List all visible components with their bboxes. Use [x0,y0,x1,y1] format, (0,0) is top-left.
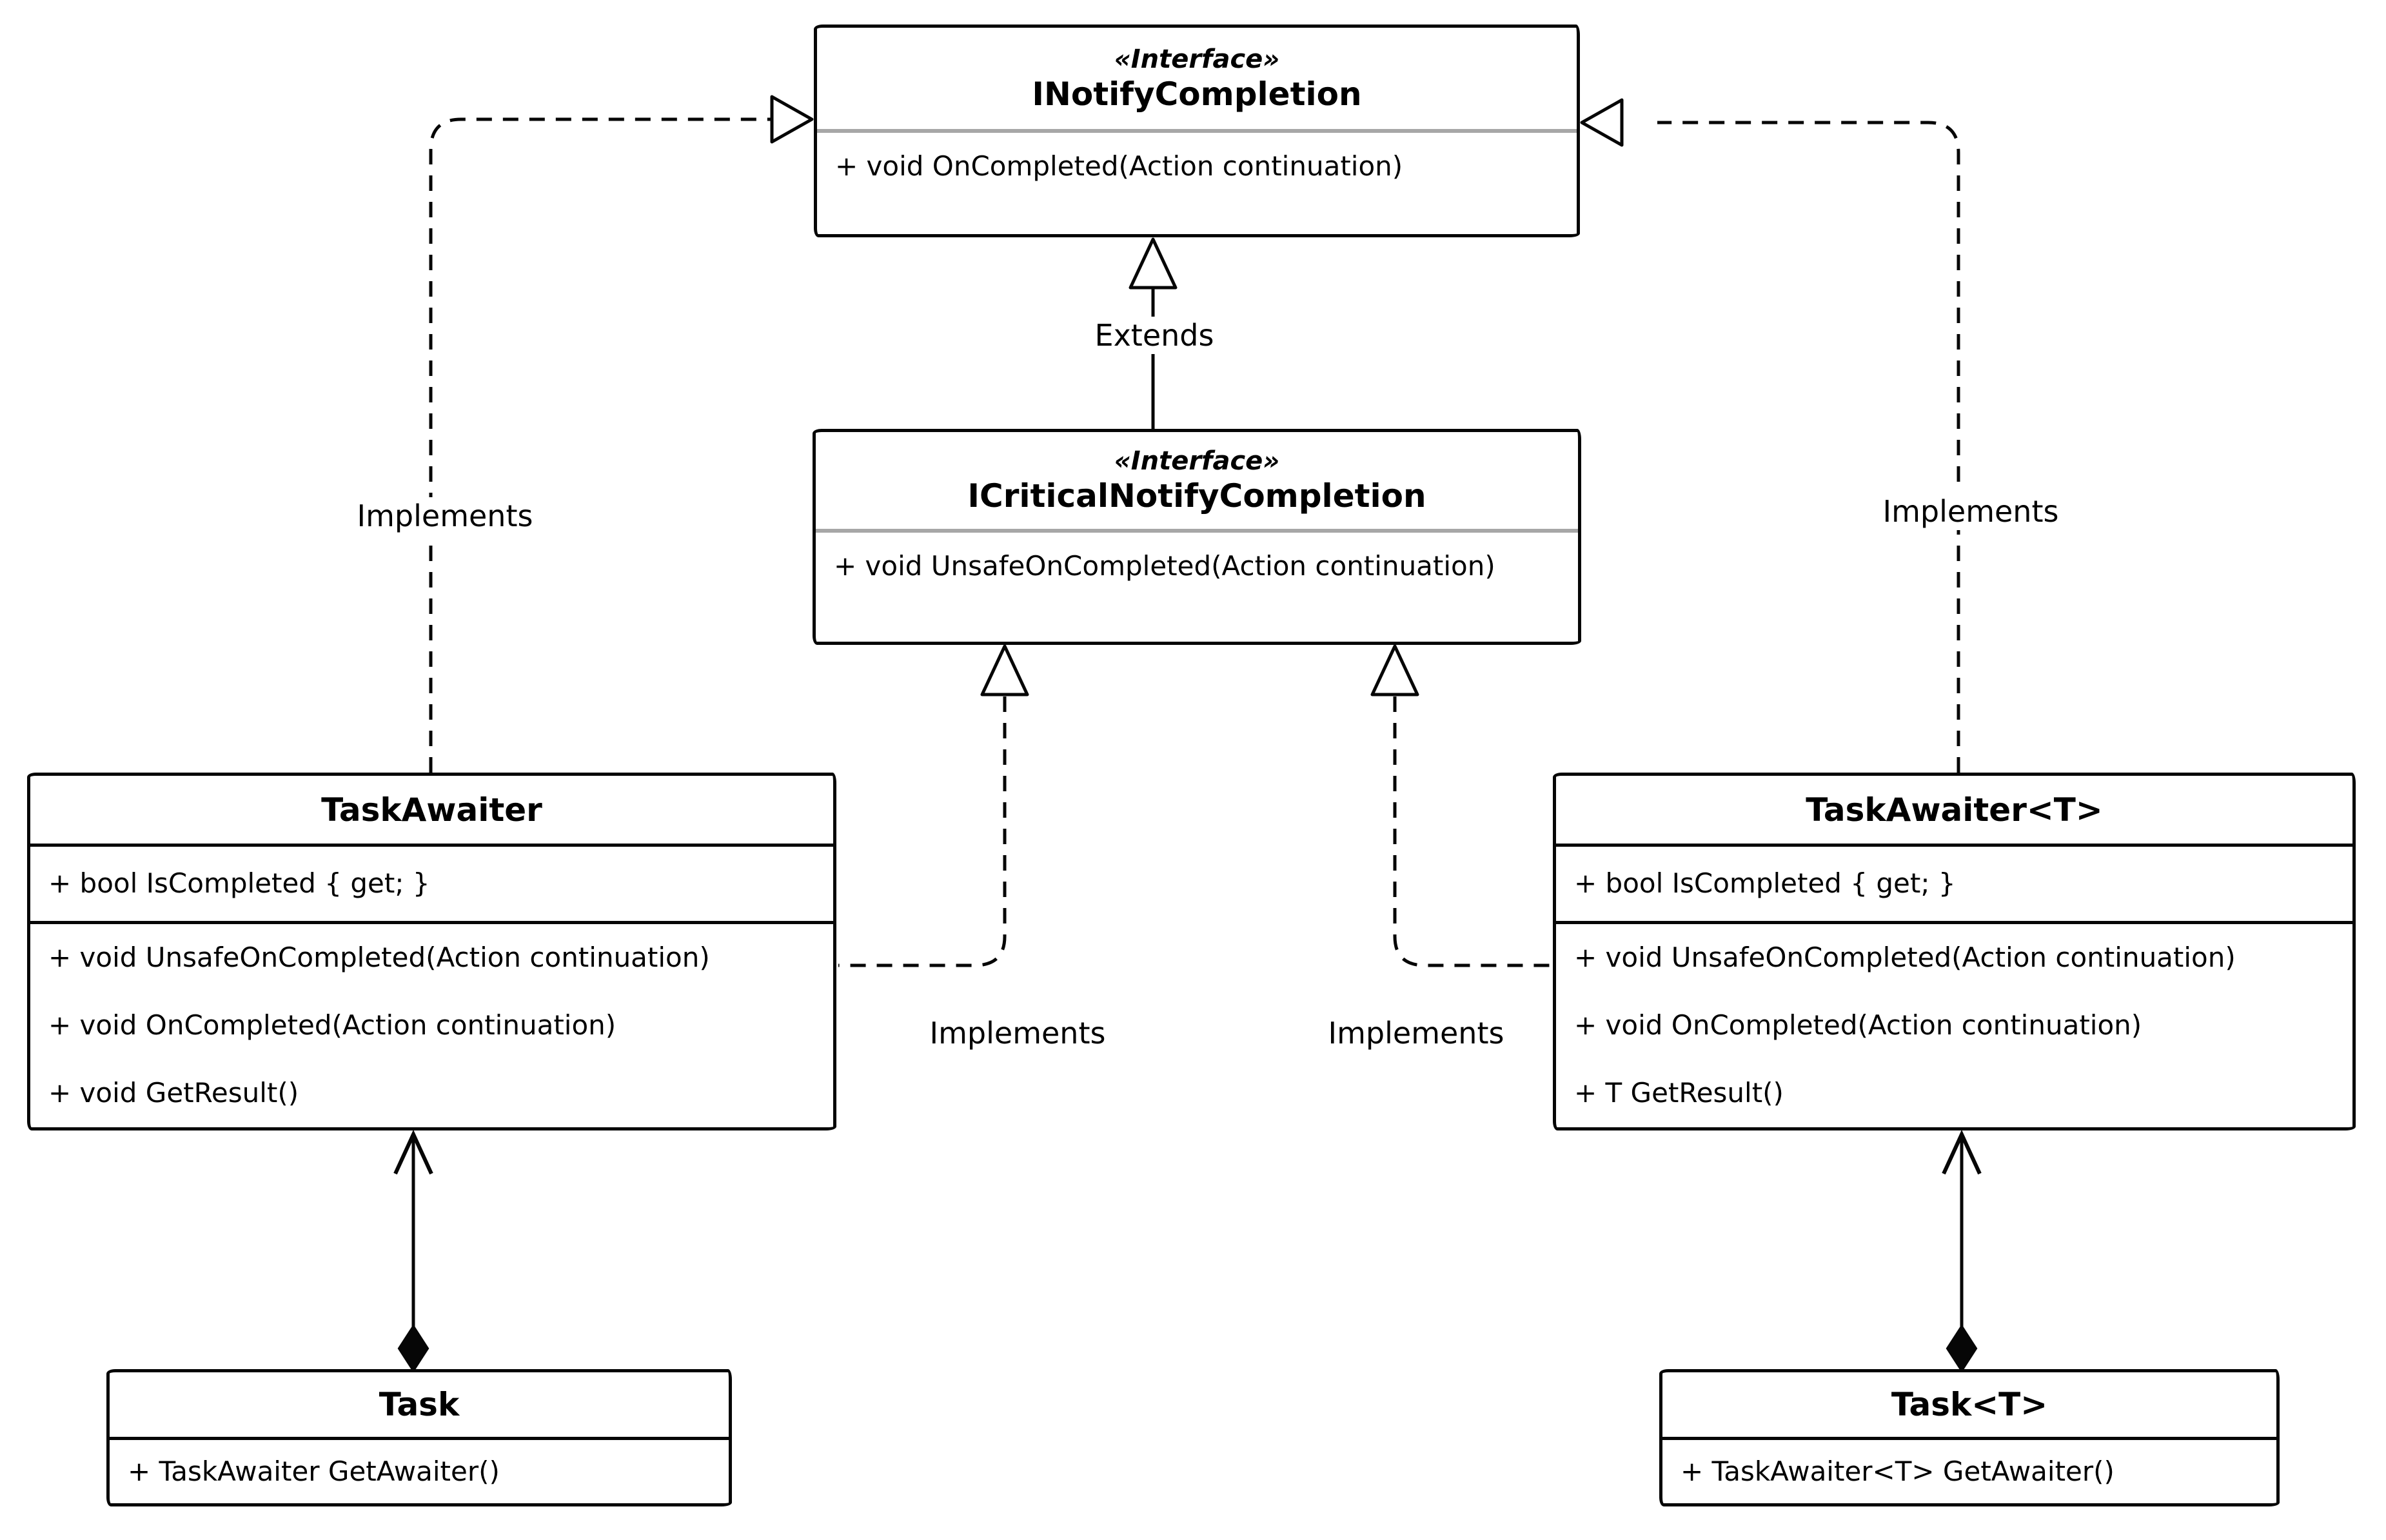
method-item: + void OnCompleted(Action continuation) [48,1009,616,1041]
class-box-taskawaiter-t [1553,773,2356,1130]
composition-connector-task-taskawaiter [395,1133,431,1370]
class-title: Task<T> [1891,1386,2048,1423]
hollow-triangle-arrow-icon [1130,239,1176,288]
implements-connector-taskawaitert-inotifycompletion [1582,100,1958,773]
relationship-label-implements-mid-right: Implements [1322,1014,1511,1052]
class-box-taskawaiter [27,773,836,1130]
relationship-label-extends: Extends [1089,317,1221,354]
method-item: + T GetResult() [1574,1077,1784,1109]
method-item: + TaskAwaiter GetAwaiter() [128,1455,500,1487]
relationship-label-implements-mid-left: Implements [923,1014,1112,1052]
method-item: + void UnsafeOnCompleted(Action continuation) [834,550,1495,582]
class-title: Task [379,1386,460,1423]
class-box-inotifycompletion [814,25,1580,237]
class-title: TaskAwaiter [321,791,542,829]
class-box-icriticalnotifycompletion [813,429,1581,645]
relationship-label-implements-left: Implements [351,497,540,535]
composition-connector-taskt-taskawaitert [1944,1133,1980,1370]
method-item: + void UnsafeOnCompleted(Action continuation) [48,942,710,974]
hollow-triangle-arrow-icon [982,646,1027,695]
stereotype-label: «Interface» [1114,44,1280,74]
relationship-label-implements-right: Implements [1877,493,2066,530]
method-item: + void OnCompleted(Action continuation) [1574,1009,2142,1041]
implements-connector-taskawaiter-icritical [838,646,1027,965]
method-item: + void OnCompleted(Action continuation) [835,150,1403,182]
hollow-triangle-arrow-icon [772,97,812,142]
implements-connector-taskawaitert-icritical [1372,646,1552,965]
filled-diamond-icon [1947,1327,1976,1370]
method-item: + void GetResult() [48,1077,299,1109]
class-title: TaskAwaiter<T> [1806,791,2103,829]
class-box-task [106,1369,732,1506]
filled-diamond-icon [399,1327,428,1370]
hollow-triangle-arrow-icon [1582,100,1622,145]
property-item: + bool IsCompleted { get; } [1574,867,1956,900]
class-box-task-t [1659,1369,2280,1506]
class-title: ICriticalNotifyCompletion [967,477,1426,515]
property-item: + bool IsCompleted { get; } [48,867,430,900]
class-title: INotifyCompletion [1032,75,1362,113]
method-item: + TaskAwaiter<T> GetAwaiter() [1681,1455,2115,1487]
method-item: + void UnsafeOnCompleted(Action continuation) [1574,942,2236,974]
implements-connector-taskawaiter-inotifycompletion [431,97,812,773]
stereotype-label: «Interface» [1114,446,1280,476]
hollow-triangle-arrow-icon [1372,646,1417,695]
